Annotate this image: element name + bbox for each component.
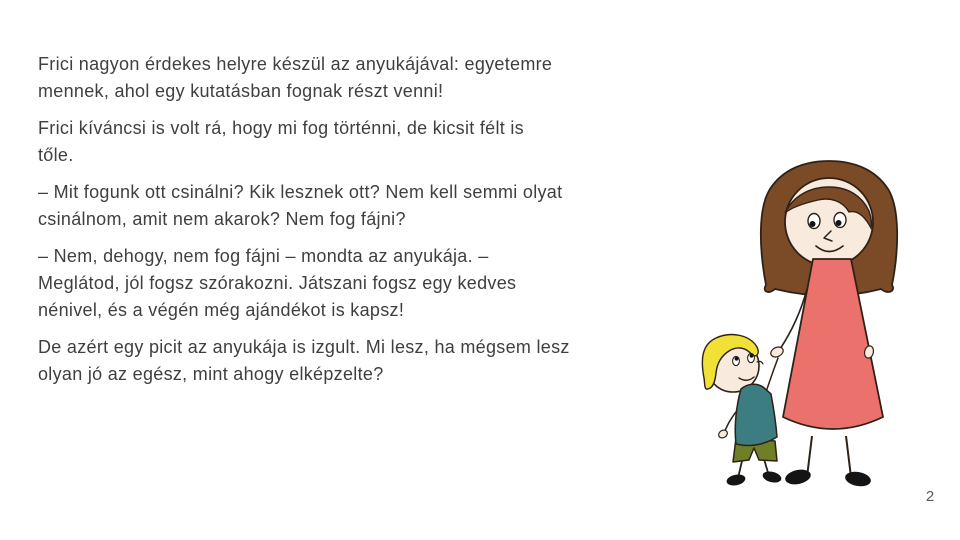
story-line: csinálnom, amit nem akarok? Nem fog fájni?: [38, 209, 406, 229]
story-line: – Mit fogunk ott csinálni? Kik lesznek ott? Nem kell semmi olyat: [38, 182, 563, 202]
mother-left-pupil: [810, 221, 816, 227]
story-line: Frici kíváncsi is volt rá, hogy mi fog történni, de kicsit félt is: [38, 118, 524, 138]
story-line: mennek, ahol egy kutatásban fognak részt venni!: [38, 81, 444, 101]
child-left-hand: [717, 429, 729, 440]
mother-and-child-illustration: [660, 150, 960, 540]
child-shirt: [735, 384, 777, 445]
story-paragraph: [38, 243, 638, 324]
page-number: 2: [925, 488, 935, 505]
story-paragraph: [38, 51, 638, 105]
story-text-block: [38, 51, 638, 398]
child-right-foot: [762, 470, 783, 485]
child-raised-arm: [766, 358, 778, 392]
story-line: – Nem, dehogy, nem fog fájni – mondta az anyukája. –: [38, 246, 489, 266]
story-line: De azért egy picit az anyukája is izgult. Mi lesz, ha mégsem lesz: [38, 337, 570, 357]
story-line: tőle.: [38, 145, 74, 165]
mother-left-hand: [769, 345, 785, 359]
mother-right-foot: [844, 470, 872, 488]
story-paragraph: [38, 115, 638, 169]
story-line: Meglátod, jól fogsz szórakozni. Játszani fogsz egy kedves: [38, 273, 517, 293]
mother-legs: [807, 436, 851, 477]
child-right-pupil: [750, 354, 754, 358]
mother-right-pupil: [836, 220, 842, 226]
child-left-foot: [726, 473, 747, 487]
story-paragraph: [38, 334, 638, 388]
child-figure: [702, 335, 782, 488]
story-line: olyan jó az egész, mint ahogy elképzelte?: [38, 364, 384, 384]
story-paragraph: [38, 179, 638, 233]
story-line: nénivel, és a végén még ajándékot is kapsz!: [38, 300, 405, 320]
story-line: Frici nagyon érdekes helyre készül az anyukájával: egyetemre: [38, 54, 553, 74]
child-left-pupil: [735, 357, 739, 361]
mother-figure: [761, 161, 897, 488]
